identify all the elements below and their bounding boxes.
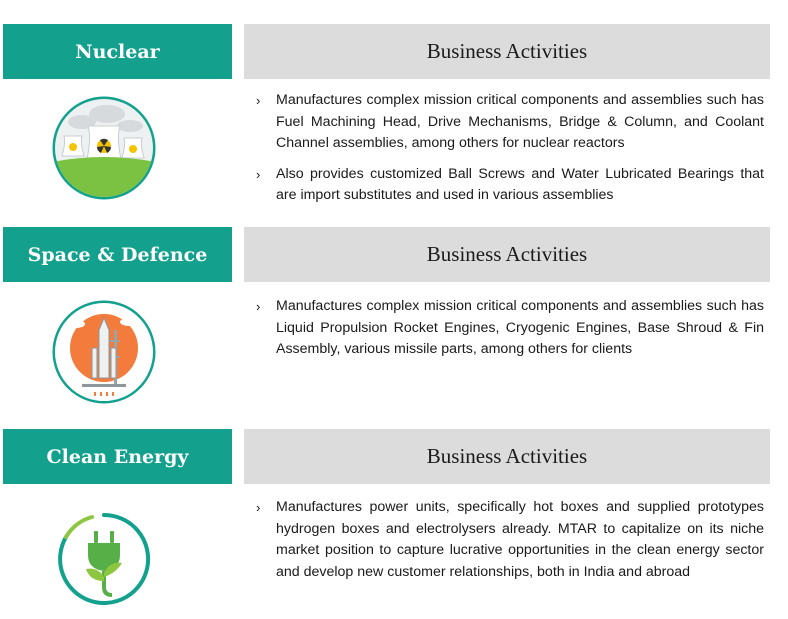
bullet-marker: ›	[256, 500, 261, 515]
green-plug-icon	[52, 507, 156, 611]
segment-label-nuclear: Nuclear	[3, 24, 232, 79]
list-item	[256, 296, 764, 361]
space-defence-bullet-list	[256, 296, 764, 361]
nuclear-plant-icon	[52, 96, 156, 200]
bullet-marker: ›	[256, 166, 261, 182]
segment-label-space-defence: Space & Defence	[3, 227, 232, 282]
bullet-marker: ›	[256, 93, 261, 108]
business-activities-header: Business Activities	[244, 24, 770, 79]
bullet-text: Also provides customized Ball Screws and Water Lubricated Bearings that are import substitutes and used in various assemblies	[276, 165, 764, 203]
list-item	[256, 90, 764, 155]
list-item	[256, 497, 764, 583]
nuclear-bullet-list	[256, 90, 764, 207]
business-activities-header: Business Activities	[244, 429, 770, 484]
bullet-text: Manufactures complex mission critical components and assemblies such has Liquid Propulsion Rocket Engines, Cryogenic Engines, Base Shroud & Fin Assembly, various missile parts, among others for clients	[276, 298, 764, 357]
bullet-text: Manufactures complex mission critical components and assemblies such has Fuel Machining Head, Drive Mechanisms, Bridge & Column, and Coolant Channel assemblies, among others for nuclear reactors	[276, 92, 764, 151]
business-activities-header: Business Activities	[244, 227, 770, 282]
list-item	[256, 164, 764, 207]
clean-energy-bullet-list	[256, 497, 764, 583]
bullet-marker: ›	[256, 299, 261, 314]
rocket-launch-icon	[52, 300, 156, 404]
segment-label-clean-energy: Clean Energy	[3, 429, 232, 484]
bullet-text: Manufactures power units, specifically hot boxes and supplied prototypes hydrogen boxes and electrolysers already. MTAR to capitalize on its niche market position to capture lucrative opportunities in the clean energy sector and develop new customer relationships, both in India and abroad	[276, 499, 764, 580]
